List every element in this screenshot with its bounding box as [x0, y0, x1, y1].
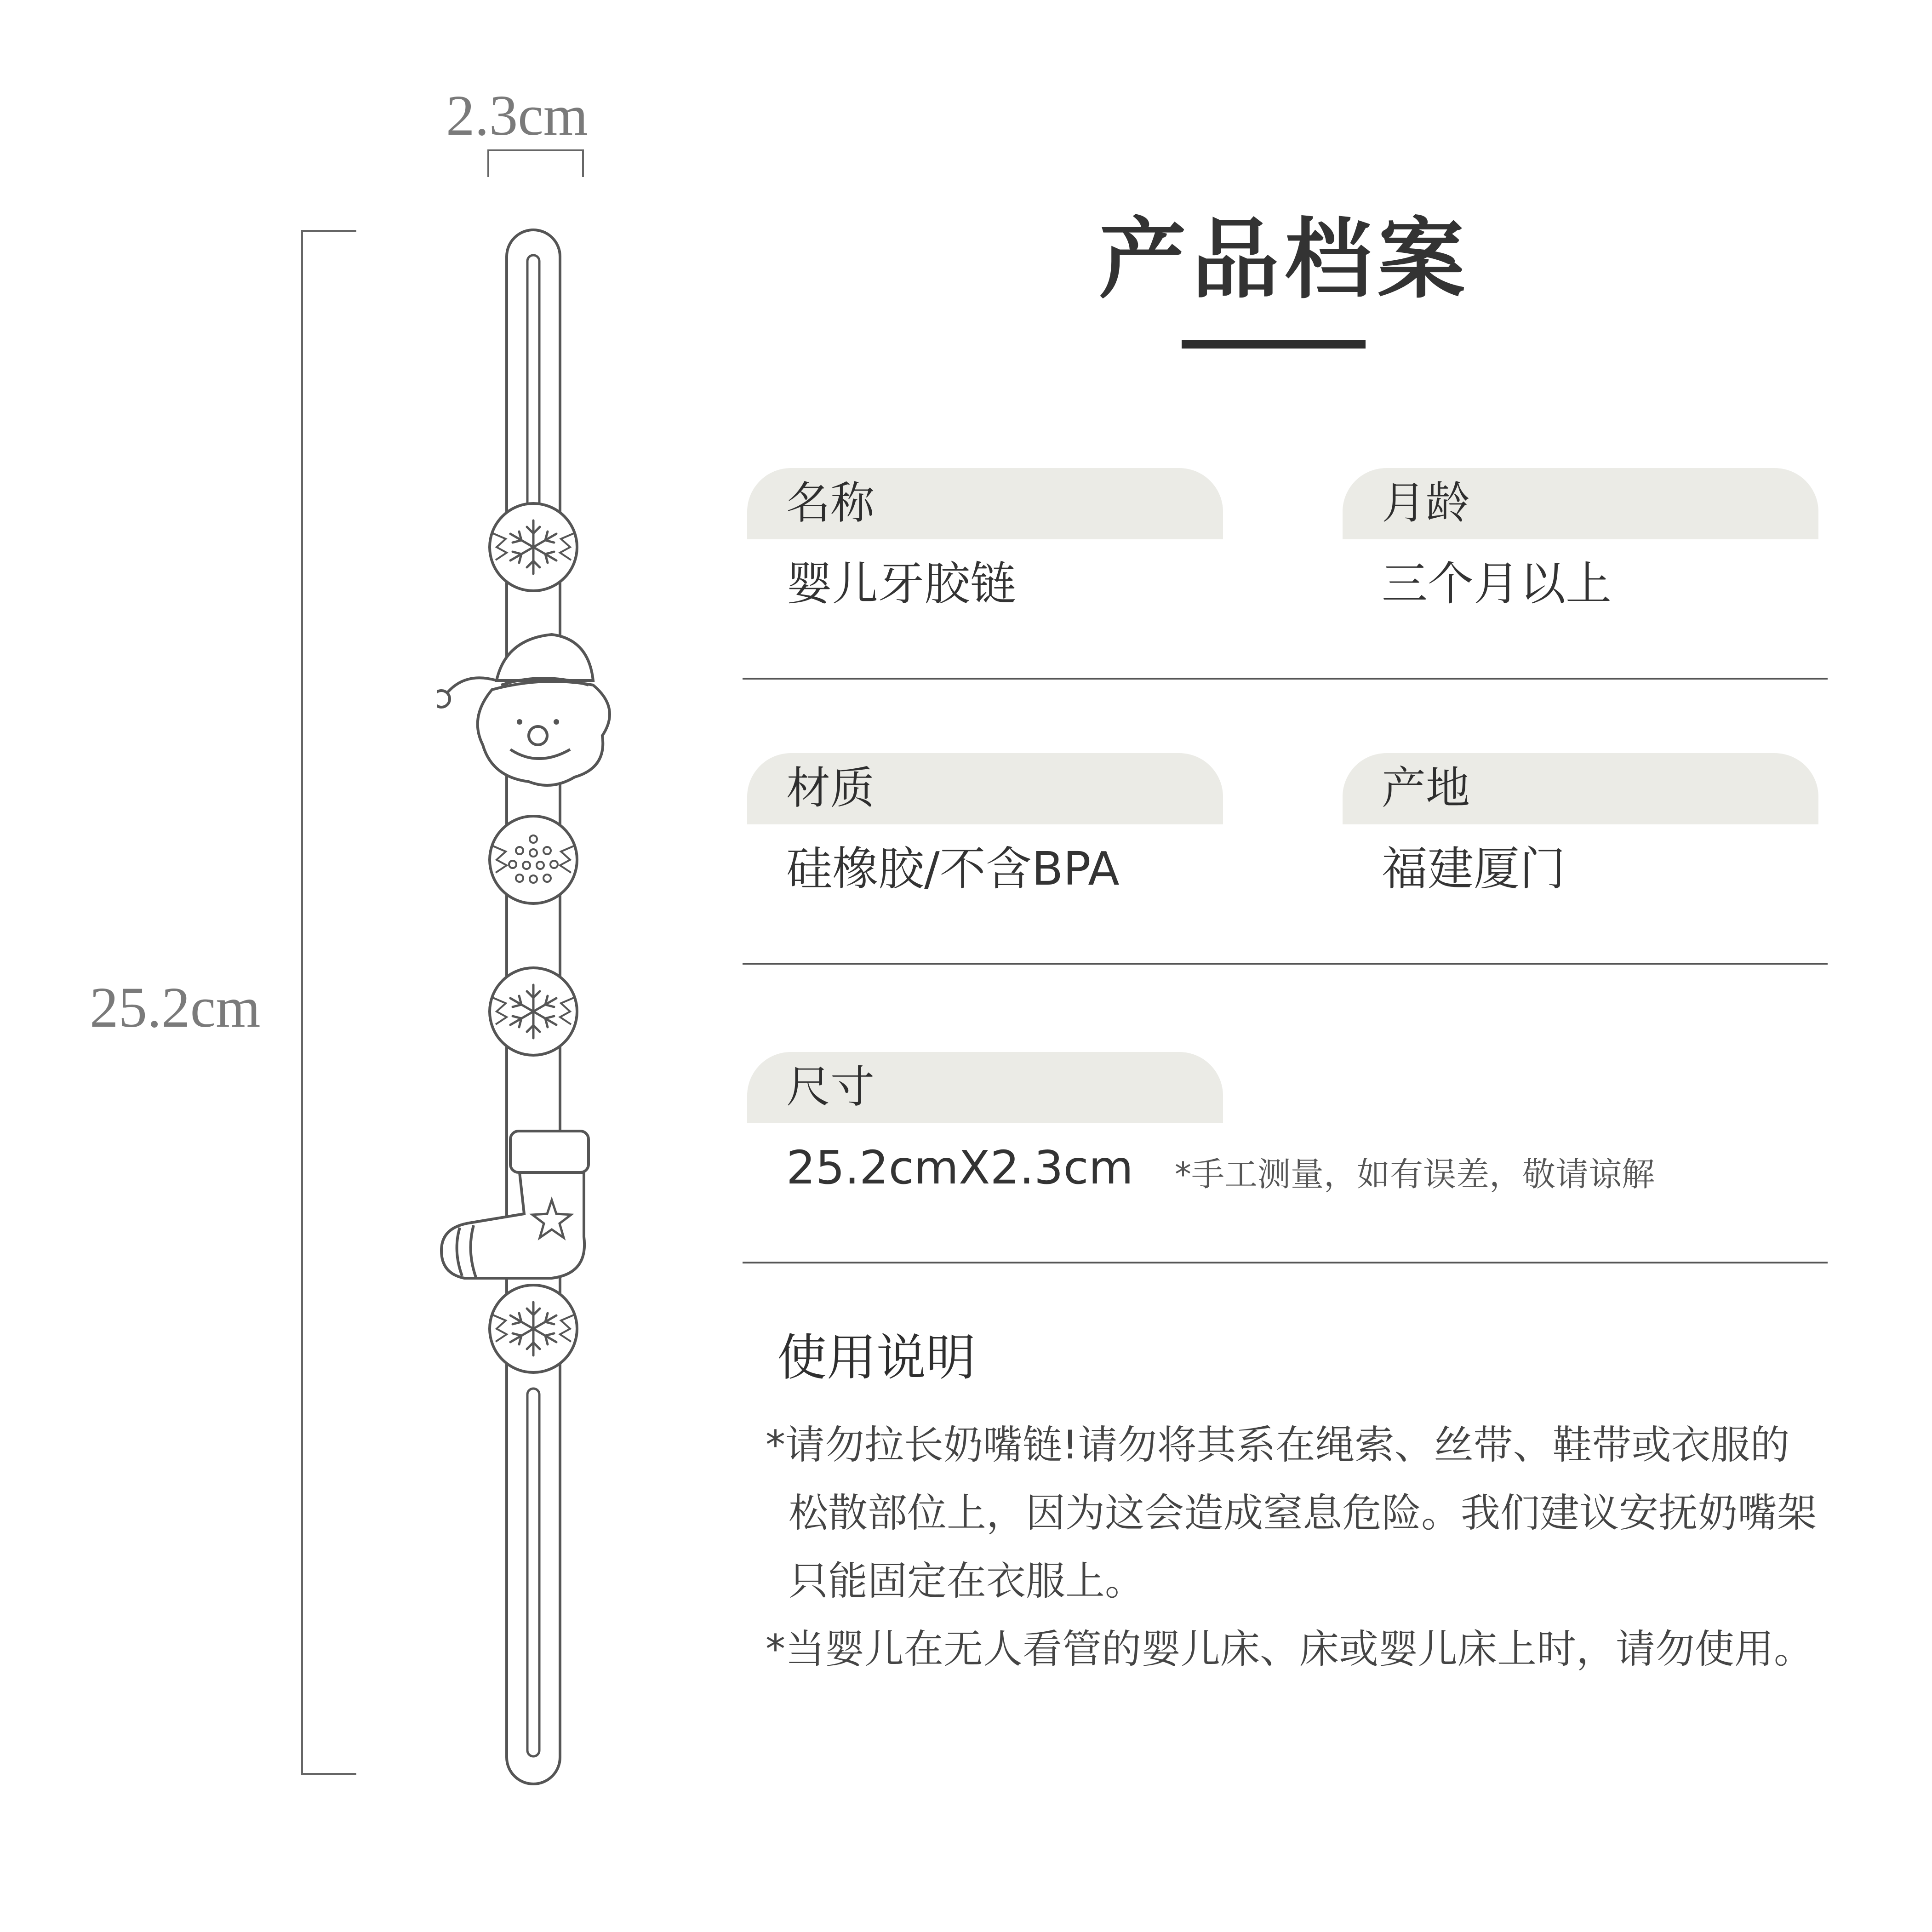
material-label: 材质: [786, 762, 875, 814]
length-dimension-label: 25.2cm: [90, 976, 261, 1040]
divider: [743, 963, 1828, 965]
usage-line: *当婴儿在无人看管的婴儿床、床或婴儿床上时，请勿使用。: [766, 1626, 1813, 1672]
page-title: 产品档案: [1099, 209, 1471, 310]
name-label-tab: [747, 468, 1223, 539]
dotted-ball-charm: [490, 816, 577, 903]
teether-chain-illustration: [437, 221, 630, 1793]
snowflake-ball-charm: [490, 968, 577, 1055]
size-note: *手工测量，如有误差，敬请谅解: [1175, 1155, 1655, 1194]
material-value: 硅橡胶/不含BPA: [786, 842, 1120, 896]
size-label-tab: [747, 1052, 1223, 1123]
size-value: 25.2cmX2.3cm: [786, 1141, 1133, 1195]
divider: [743, 1262, 1828, 1263]
usage-title: 使用说明: [777, 1329, 976, 1387]
age-value: 三个月以上: [1382, 557, 1612, 611]
origin-value: 福建厦门: [1382, 842, 1566, 896]
divider: [743, 678, 1828, 680]
snowflake-ball-charm: [490, 1285, 577, 1372]
usage-line: 松散部位上，因为这会造成窒息危险。我们建议安抚奶嘴架: [789, 1490, 1817, 1536]
age-label-tab: [1343, 468, 1818, 539]
material-label-tab: [747, 753, 1223, 824]
origin-label-tab: [1343, 753, 1818, 824]
snowflake-ball-charm: [490, 503, 577, 591]
origin-label: 产地: [1382, 762, 1470, 814]
name-label: 名称: [786, 477, 875, 529]
width-dimension-label: 2.3cm: [446, 84, 588, 148]
size-label: 尺寸: [786, 1061, 875, 1113]
title-underline: [1182, 340, 1366, 349]
usage-line: 只能固定在衣服上。: [789, 1558, 1144, 1604]
santa-head-charm: [437, 634, 610, 785]
name-value: 婴儿牙胶链: [786, 557, 1016, 611]
age-label: 月龄: [1382, 477, 1470, 529]
usage-line: *请勿拉长奶嘴链!请勿将其系在绳索、丝带、鞋带或衣服的: [766, 1422, 1790, 1468]
